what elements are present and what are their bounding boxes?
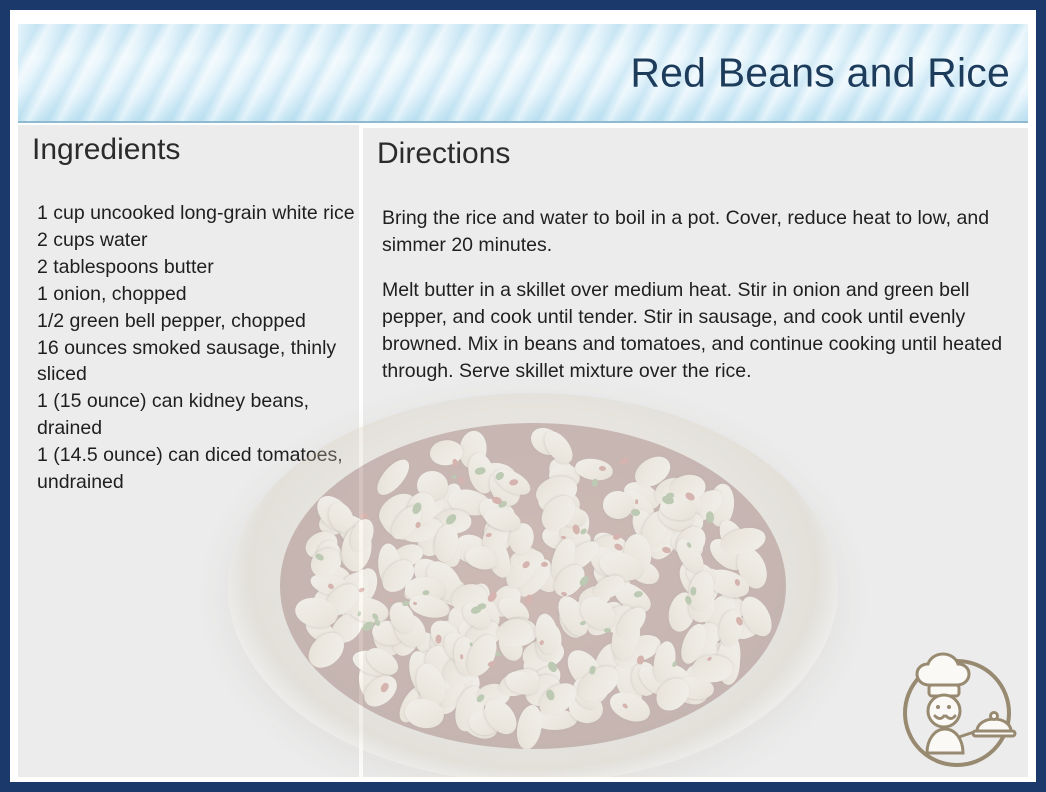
slide-content — [15, 15, 1031, 777]
list-item: 16 ounces smoked sausage, thinly sliced — [37, 336, 337, 386]
list-item: 1 (15 ounce) can kidney beans, drained — [37, 390, 310, 440]
list-item: 1 (14.5 ounce) can diced tomatoes, undrained — [37, 444, 343, 494]
ingredients-heading: Ingredients — [18, 128, 200, 174]
list-item: 2 cups water — [37, 228, 148, 251]
title-banner — [18, 24, 1028, 123]
directions-body — [382, 205, 1031, 384]
list-item: 1 onion, chopped — [37, 282, 187, 305]
chef-with-cloche-logo — [891, 649, 1023, 771]
list-item: 2 tablespoons butter — [37, 255, 214, 278]
page-title: Red Beans and Rice — [630, 49, 1010, 95]
directions-paragraph: Bring the rice and water to boil in a pot. Cover, reduce heat to low, and simmer 20 minutes. — [382, 207, 990, 256]
ingredients-list — [37, 200, 369, 496]
list-item: 1/2 green bell pepper, chopped — [37, 309, 306, 332]
directions-paragraph: Melt butter in a skillet over medium heat. Stir in onion and green bell pepper, and cook until tender. Stir in sausage, and cook until evenly browned. Mix in beans and tomatoes, and continue cooking until heated through. Serve skillet mixture over the rice. — [382, 278, 1003, 382]
list-item: 1 cup uncooked long-grain white rice — [37, 202, 355, 224]
directions-heading: Directions — [363, 132, 538, 178]
